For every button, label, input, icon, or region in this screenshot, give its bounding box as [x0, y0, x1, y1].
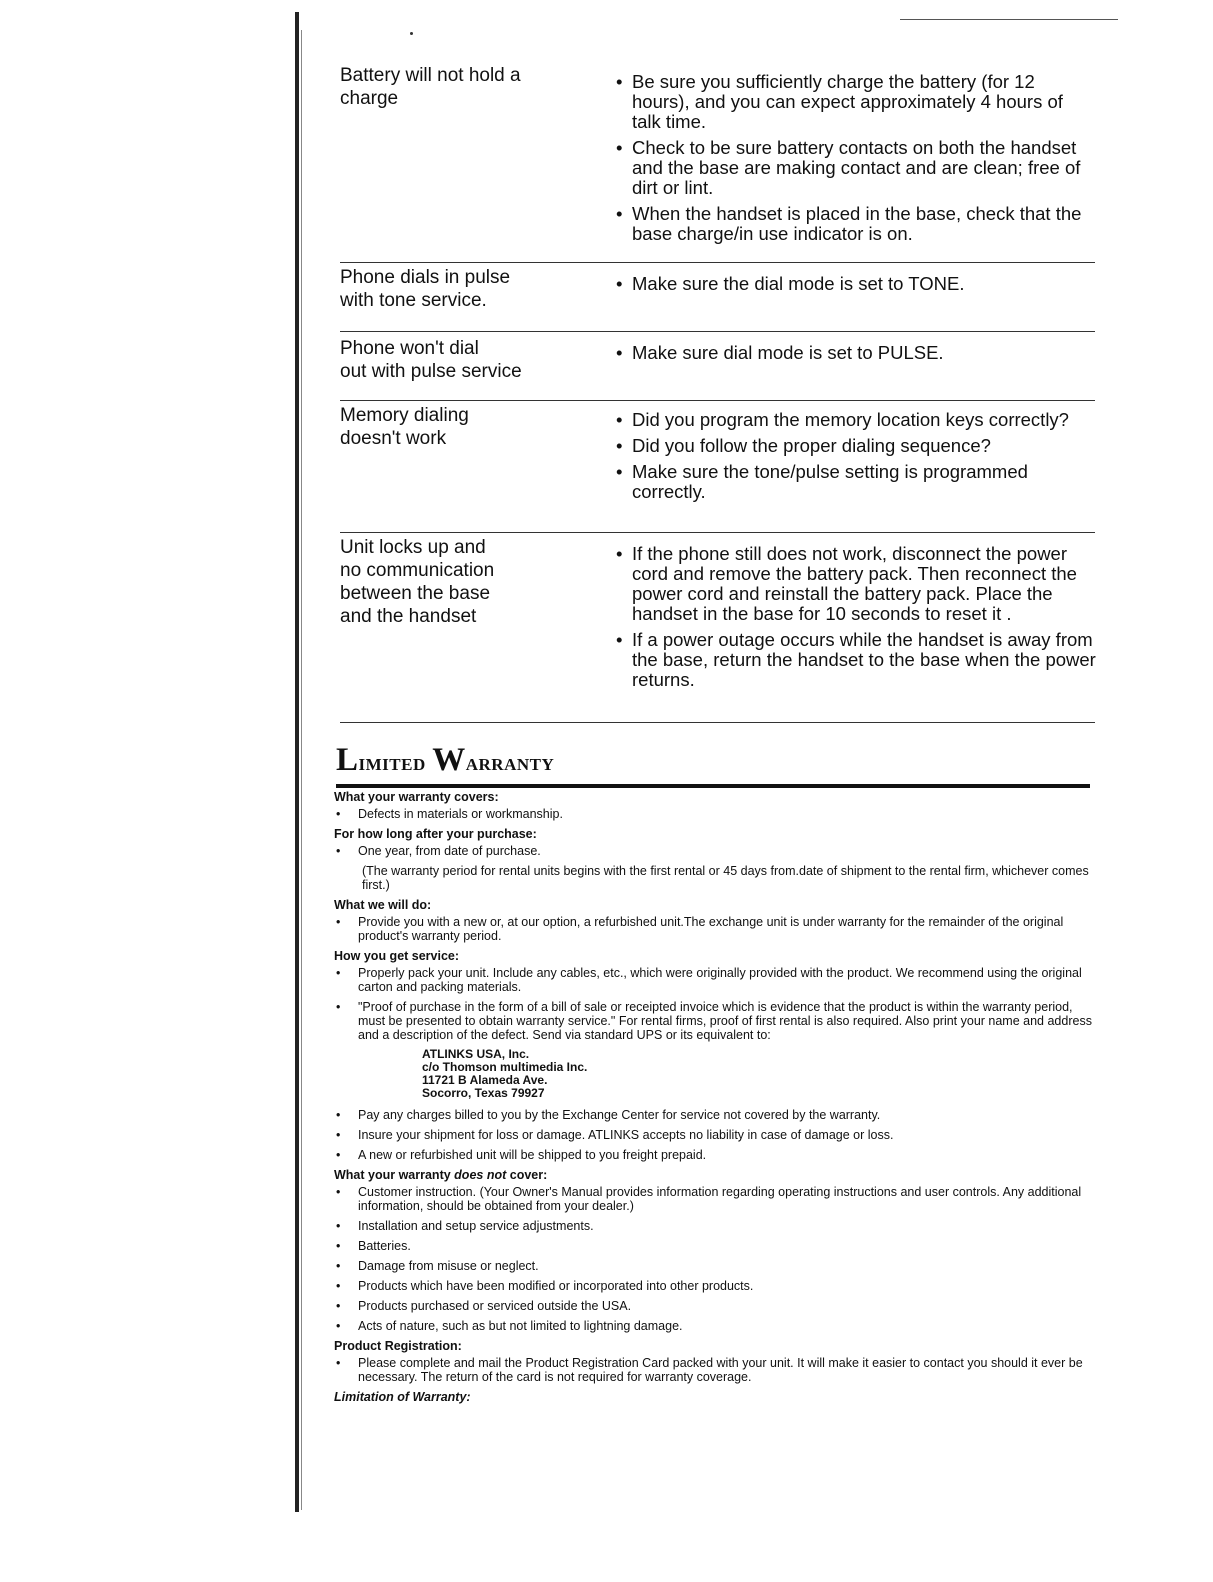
warranty-heading: What your warranty covers: — [334, 790, 499, 804]
problem-label: Phone dials in pulse with tone service. — [340, 267, 511, 311]
warranty-body — [334, 787, 1094, 1407]
solution-item: • Make sure the dial mode is set to TONE. — [616, 274, 1096, 294]
binding-edge — [295, 12, 299, 1512]
warranty-item: • Products purchased or serviced outside the USA. — [334, 1299, 1094, 1313]
warranty-list — [334, 1356, 1094, 1384]
warranty-item: • Customer instruction. (Your Owner's Manual provides information regarding operating instructions and user controls. Any additional information, should be obtained from your dealer.) — [334, 1185, 1094, 1213]
solution-item: • Make sure the tone/pulse setting is programmed correctly. — [616, 462, 1096, 502]
heading-emphasis: does not — [454, 1168, 507, 1182]
warranty-item: • A new or refurbished unit will be shipped to you freight prepaid. — [334, 1148, 1094, 1162]
title-text: imited — [358, 750, 426, 776]
address-line: ATLINKS USA, Inc. — [422, 1047, 530, 1061]
solution-item: • If a power outage occurs while the handset is away from the base, return the handset to the base when the power returns. — [616, 630, 1096, 690]
warranty-item: • Please complete and mail the Product Registration Card packed with your unit. It will make it easier to contact you should it ever be necessary. The return of the card is not required for warranty coverage. — [334, 1356, 1094, 1384]
solution-item: • If the phone still does not work, disconnect the power cord and remove the battery pack. Then reconnect the power cord and reinstall the battery pack. Place the handset in the base for 10 seconds to reset it . — [616, 544, 1096, 624]
problem-label: Battery will not hold a charge — [340, 65, 521, 109]
warranty-item: • Acts of nature, such as but not limited to lightning damage. — [334, 1319, 1094, 1333]
address-line: c/o Thomson multimedia Inc. — [422, 1060, 588, 1074]
warranty-heading: Product Registration: — [334, 1339, 462, 1353]
warranty-heading: For how long after your purchase: — [334, 827, 537, 841]
solution-list — [616, 274, 1096, 300]
warranty-item: • One year, from date of purchase. — [334, 844, 1094, 858]
binding-edge-shadow — [301, 30, 302, 1510]
warranty-item: • Defects in materials or workmanship. — [334, 807, 1094, 821]
warranty-item: • Installation and setup service adjustments. — [334, 1219, 1094, 1233]
warranty-item: • Pay any charges billed to you by the Exchange Center for service not covered by the warranty. — [334, 1108, 1094, 1122]
problem-label: Phone won't dial out with pulse service — [340, 338, 522, 382]
warranty-item: • Damage from misuse or neglect. — [334, 1259, 1094, 1273]
warranty-item: • "Proof of purchase in the form of a bill of sale or receipted invoice which is evidence that the product is within the warranty period, must be presented to obtain warranty service." For rental firms, proof of first rental is also required. Also print your name and address and a description of the defect. Send via standard UPS or its equivalent to: — [334, 1000, 1094, 1042]
solution-list — [616, 343, 1096, 369]
warranty-list — [334, 807, 1094, 821]
heading-text: cover: — [506, 1168, 548, 1182]
warranty-heading: What we will do: — [334, 898, 432, 912]
heading-text: What your warranty — [334, 1168, 455, 1182]
warranty-list — [334, 1185, 1094, 1333]
title-initial: L — [336, 742, 359, 778]
warranty-list — [334, 1108, 1094, 1162]
solution-list — [616, 72, 1096, 250]
row-divider — [340, 532, 1095, 533]
problem-label: Unit locks up and no communication between the base and the handset — [340, 537, 495, 627]
warranty-heading — [334, 1168, 1094, 1182]
warranty-list — [334, 915, 1094, 943]
warranty-note: (The warranty period for rental units begins with the first rental or 45 days from.date of shipment to the rental firm, whichever comes first.) — [362, 864, 1089, 892]
scan-speck — [410, 32, 413, 35]
row-divider — [340, 331, 1095, 332]
warranty-item: • Batteries. — [334, 1239, 1094, 1253]
solution-item: • Did you follow the proper dialing sequence? — [616, 436, 1096, 456]
solution-item: • Make sure dial mode is set to PULSE. — [616, 343, 1096, 363]
section-title — [336, 742, 554, 779]
warranty-item: • Properly pack your unit. Include any cables, etc., which were originally provided with the product. We recommend using the original carton and packing materials. — [334, 966, 1094, 994]
service-address — [334, 1048, 1094, 1100]
warranty-item: • Provide you with a new or, at our option, a refurbished unit.The exchange unit is under warranty for the remainder of the original product's warranty period. — [334, 915, 1094, 943]
address-line: Socorro, Texas 79927 — [422, 1086, 545, 1100]
warranty-list — [334, 966, 1094, 1042]
solution-item: • Check to be sure battery contacts on both the handset and the base are making contact and are clean; free of dirt or lint. — [616, 138, 1096, 198]
row-divider — [340, 262, 1095, 263]
title-initial: W — [432, 742, 466, 778]
title-text: arranty — [465, 750, 555, 776]
solution-list — [616, 410, 1096, 508]
solution-list — [616, 544, 1096, 696]
problem-label: Memory dialing doesn't work — [340, 405, 469, 449]
address-line: 11721 B Alameda Ave. — [422, 1073, 548, 1087]
warranty-heading: Limitation of Warranty: — [334, 1390, 471, 1404]
solution-item: • When the handset is placed in the base, check that the base charge/in use indicator is on. — [616, 204, 1096, 244]
warranty-item: • Products which have been modified or incorporated into other products. — [334, 1279, 1094, 1293]
solution-item: • Did you program the memory location keys correctly? — [616, 410, 1096, 430]
top-rule — [900, 19, 1118, 20]
row-divider — [340, 400, 1095, 401]
solution-item: • Be sure you sufficiently charge the battery (for 12 hours), and you can expect approximately 4 hours of talk time. — [616, 72, 1096, 132]
row-divider — [340, 722, 1095, 723]
warranty-list — [334, 844, 1094, 858]
warranty-item: • Insure your shipment for loss or damage. ATLINKS accepts no liability in case of damage or loss. — [334, 1128, 1094, 1142]
warranty-heading: How you get service: — [334, 949, 460, 963]
